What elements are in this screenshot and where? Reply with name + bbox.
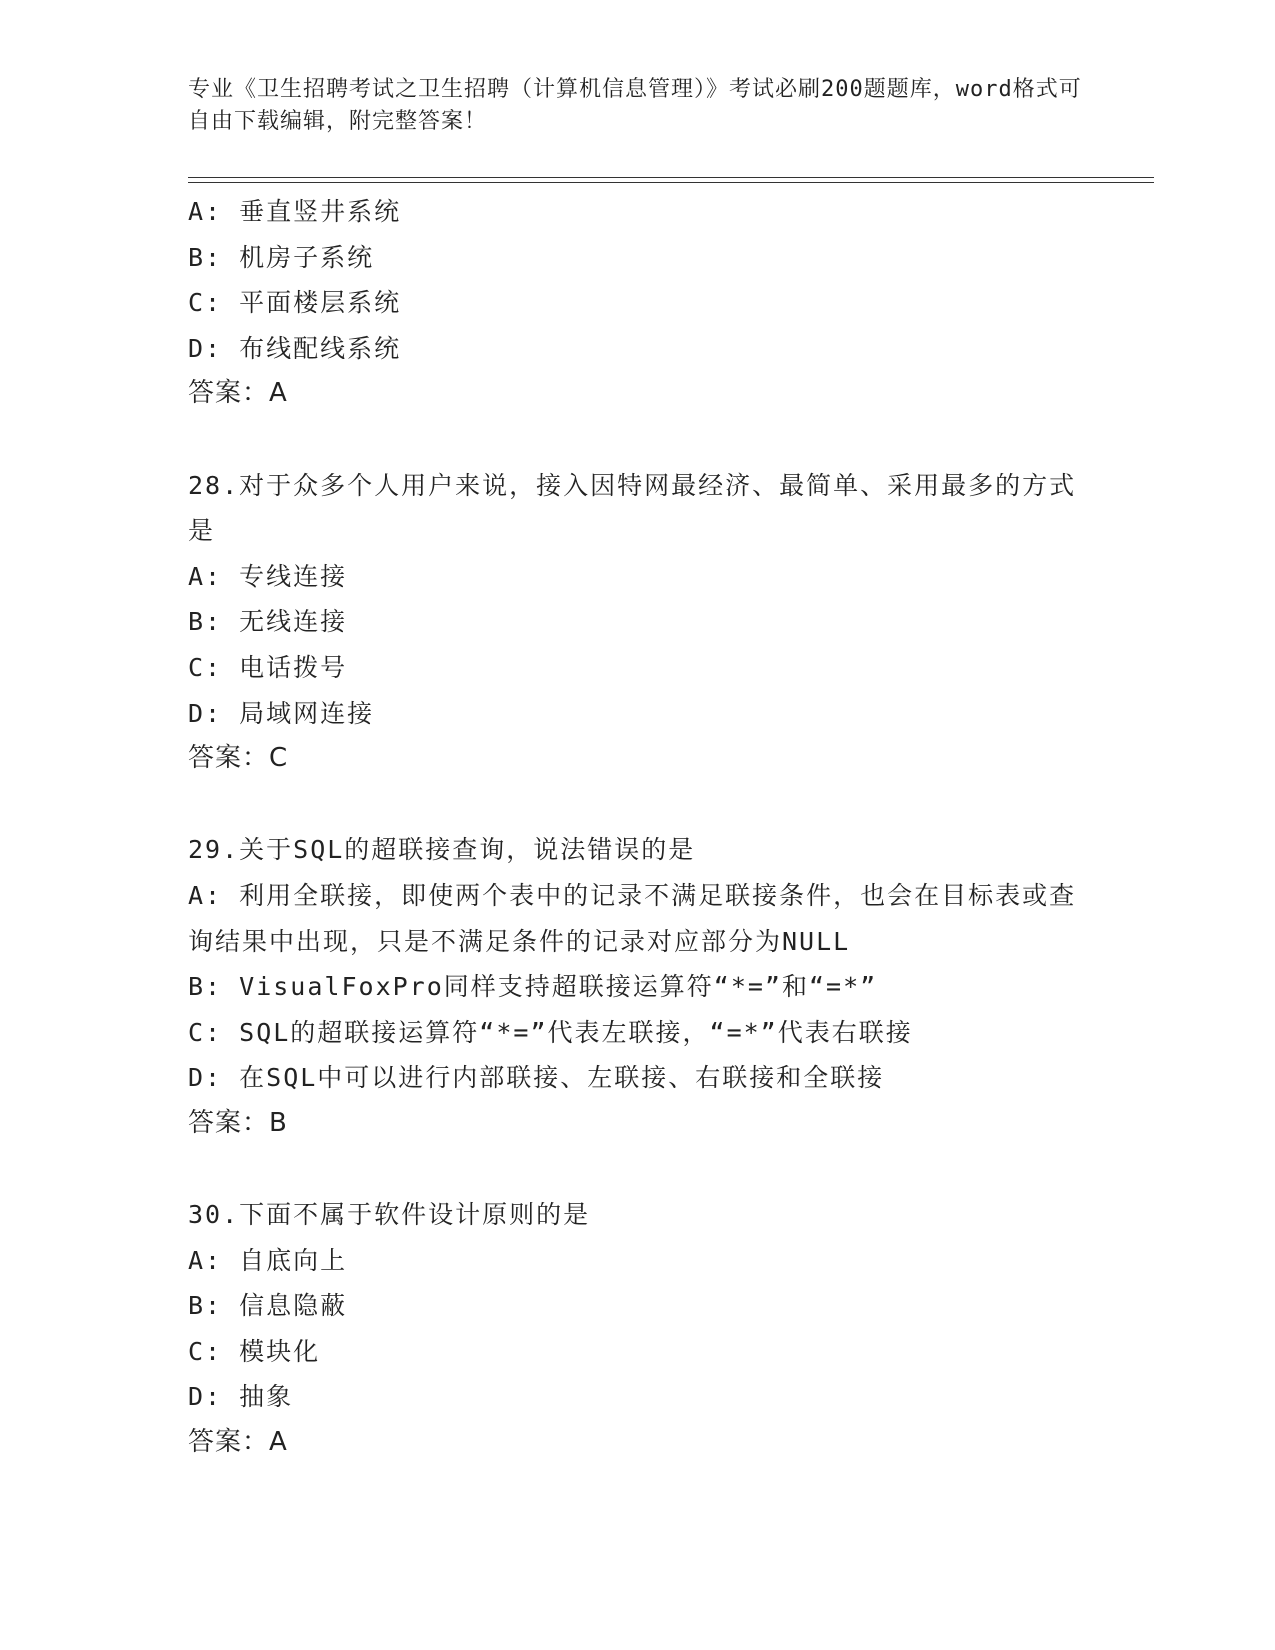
- spacer: [188, 1146, 1088, 1192]
- question-29: [188, 827, 1088, 1146]
- answer-line: 答案：A: [188, 378, 288, 409]
- question-content: [188, 189, 1088, 1466]
- question-stem: 28.对于众多个人用户来说，接入因特网最经济、最简单、采用最多的方式是: [188, 470, 1077, 546]
- option-b: B: 机房子系统: [188, 242, 375, 272]
- option-b: B: 信息隐蔽: [188, 1291, 348, 1321]
- option-a: A: 利用全联接，即使两个表中的记录不满足联接条件，也会在目标表或查询结果中出现，只是不满足条件的记录对应部分为NULL: [188, 880, 1077, 956]
- option-c: C: SQL的超联接运算符“*=”代表左联接，“=*”代表右联接: [188, 1017, 913, 1047]
- header-rule-top: [188, 177, 1154, 178]
- question-27-continued: [188, 189, 1088, 417]
- option-a: A: 自底向上: [188, 1245, 348, 1275]
- question-30: [188, 1192, 1088, 1466]
- option-d: D: 布线配线系统: [188, 333, 402, 363]
- option-a: A: 专线连接: [188, 561, 348, 591]
- spacer: [188, 417, 1088, 463]
- option-d: D: 在SQL中可以进行内部联接、左联接、右联接和全联接: [188, 1063, 885, 1093]
- question-stem: 29.关于SQL的超联接查询，说法错误的是: [188, 835, 696, 865]
- option-b: B: VisualFoxPro同样支持超联接运算符“*=”和“=*”: [188, 972, 878, 1002]
- option-c: C: 电话拨号: [188, 652, 348, 682]
- option-c: C: 模块化: [188, 1336, 321, 1366]
- option-d: D: 抽象: [188, 1382, 294, 1412]
- answer-line: 答案：C: [188, 743, 289, 774]
- spacer: [188, 782, 1088, 828]
- option-b: B: 无线连接: [188, 607, 348, 637]
- option-d: D: 局域网连接: [188, 698, 375, 728]
- answer-line: 答案：B: [188, 1107, 288, 1138]
- question-stem: 30.下面不属于软件设计原则的是: [188, 1200, 591, 1230]
- header-rule-bottom: [188, 182, 1154, 183]
- document-header: 专业《卫生招聘考试之卫生招聘（计算机信息管理）》考试必刷200题题库，word格式可自由下载编辑，附完整答案！: [188, 77, 1082, 134]
- option-c: C: 平面楼层系统: [188, 288, 402, 318]
- option-a: A: 垂直竖井系统: [188, 197, 402, 226]
- answer-line: 答案：A: [188, 1427, 288, 1458]
- question-28: [188, 463, 1088, 782]
